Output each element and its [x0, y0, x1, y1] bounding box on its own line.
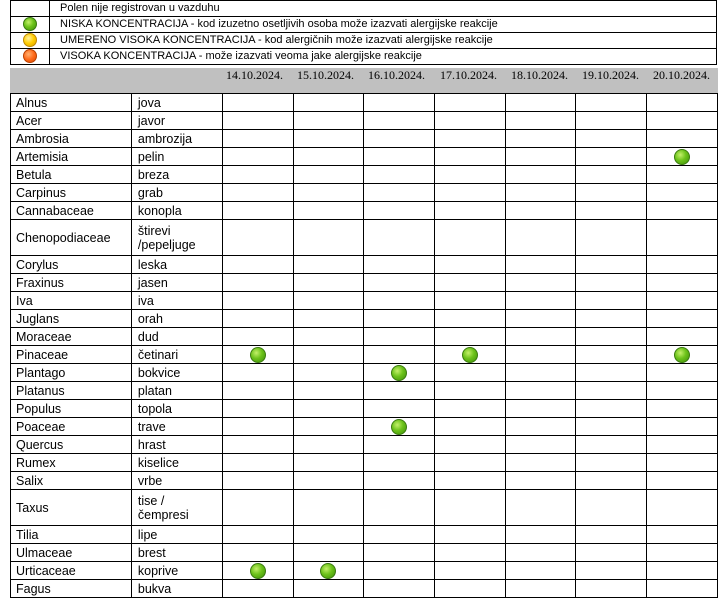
- concentration-cell: [505, 274, 576, 292]
- local-name: leska: [131, 256, 222, 274]
- legend-symbol: [11, 1, 50, 17]
- legend-symbol: [11, 33, 50, 49]
- latin-name: Fraxinus: [11, 274, 132, 292]
- legend-text: Polen nije registrovan u vazduhu: [50, 1, 717, 17]
- concentration-cell: [505, 166, 576, 184]
- concentration-cell: [222, 400, 293, 418]
- concentration-cell: [505, 400, 576, 418]
- latin-name: Juglans: [11, 310, 132, 328]
- table-row: [11, 364, 718, 382]
- concentration-cell: [505, 310, 576, 328]
- concentration-cell: [222, 526, 293, 544]
- date-header-cell: 17.10.2024.: [440, 68, 497, 82]
- concentration-cell: [293, 472, 364, 490]
- table-row: [11, 274, 718, 292]
- latin-name: Tilia: [11, 526, 132, 544]
- concentration-cell: [222, 220, 293, 256]
- local-name: pelin: [131, 148, 222, 166]
- concentration-cell: [293, 184, 364, 202]
- concentration-cell: [222, 130, 293, 148]
- concentration-cell: [435, 490, 506, 526]
- concentration-cell: [435, 292, 506, 310]
- concentration-cell: [505, 562, 576, 580]
- concentration-cell: [647, 220, 718, 256]
- table-row: [11, 544, 718, 562]
- concentration-cell: [222, 580, 293, 598]
- concentration-cell: [364, 472, 435, 490]
- date-header-cell: 20.10.2024.: [653, 68, 710, 82]
- latin-name: Urticaceae: [11, 562, 132, 580]
- concentration-cell: [435, 562, 506, 580]
- concentration-cell: [576, 166, 647, 184]
- concentration-cell: [576, 364, 647, 382]
- concentration-cell: [293, 544, 364, 562]
- concentration-cell: [435, 184, 506, 202]
- legend-symbol: [11, 49, 50, 65]
- concentration-cell: [293, 94, 364, 112]
- concentration-cell: [576, 418, 647, 436]
- latin-name: Carpinus: [11, 184, 132, 202]
- concentration-cell: [647, 382, 718, 400]
- concentration-cell: [647, 328, 718, 346]
- table-row: [11, 526, 718, 544]
- yellow-dot-icon: [23, 33, 37, 47]
- concentration-cell: [435, 310, 506, 328]
- concentration-cell: [222, 544, 293, 562]
- concentration-cell: [647, 292, 718, 310]
- table-row: [11, 400, 718, 418]
- concentration-cell: [576, 130, 647, 148]
- concentration-cell: [364, 274, 435, 292]
- concentration-cell: [222, 292, 293, 310]
- concentration-cell: [435, 346, 506, 364]
- concentration-cell: [293, 328, 364, 346]
- concentration-cell: [293, 580, 364, 598]
- concentration-cell: [222, 256, 293, 274]
- concentration-cell: [505, 328, 576, 346]
- table-row: [11, 490, 718, 526]
- concentration-cell: [293, 490, 364, 526]
- concentration-cell: [576, 544, 647, 562]
- concentration-cell: [222, 310, 293, 328]
- concentration-cell: [647, 346, 718, 364]
- concentration-cell: [222, 274, 293, 292]
- local-name: trave: [131, 418, 222, 436]
- concentration-cell: [505, 184, 576, 202]
- concentration-cell: [505, 544, 576, 562]
- concentration-cell: [576, 148, 647, 166]
- local-name: topola: [131, 400, 222, 418]
- legend-row: [11, 1, 717, 17]
- concentration-cell: [505, 292, 576, 310]
- concentration-cell: [364, 526, 435, 544]
- concentration-cell: [576, 328, 647, 346]
- concentration-cell: [435, 94, 506, 112]
- latin-name: Cannabaceae: [11, 202, 132, 220]
- concentration-cell: [222, 382, 293, 400]
- concentration-cell: [576, 454, 647, 472]
- concentration-cell: [435, 364, 506, 382]
- concentration-cell: [647, 202, 718, 220]
- concentration-cell: [647, 148, 718, 166]
- table-row: [11, 148, 718, 166]
- latin-name: Taxus: [11, 490, 132, 526]
- concentration-cell: [222, 166, 293, 184]
- concentration-cell: [435, 382, 506, 400]
- concentration-cell: [647, 112, 718, 130]
- concentration-cell: [293, 382, 364, 400]
- concentration-cell: [293, 526, 364, 544]
- concentration-cell: [222, 436, 293, 454]
- concentration-cell: [647, 436, 718, 454]
- concentration-cell: [505, 454, 576, 472]
- concentration-cell: [647, 472, 718, 490]
- concentration-cell: [576, 202, 647, 220]
- legend-text: NISKA KONCENTRACIJA - kod izuzetno osetljivih osoba može izazvati alergijske reakcije: [50, 17, 717, 33]
- concentration-cell: [435, 202, 506, 220]
- concentration-cell: [647, 274, 718, 292]
- latin-name: Platanus: [11, 382, 132, 400]
- concentration-cell: [364, 346, 435, 364]
- concentration-cell: [293, 220, 364, 256]
- concentration-cell: [647, 418, 718, 436]
- concentration-cell: [364, 580, 435, 598]
- date-header: [10, 68, 718, 93]
- latin-name: Ulmaceae: [11, 544, 132, 562]
- concentration-cell: [435, 526, 506, 544]
- concentration-cell: [222, 328, 293, 346]
- latin-name: Populus: [11, 400, 132, 418]
- concentration-cell: [435, 274, 506, 292]
- date-header-cell: 19.10.2024.: [582, 68, 639, 82]
- concentration-cell: [647, 184, 718, 202]
- concentration-cell: [647, 490, 718, 526]
- concentration-cell: [576, 256, 647, 274]
- concentration-cell: [505, 346, 576, 364]
- concentration-cell: [505, 148, 576, 166]
- concentration-cell: [647, 166, 718, 184]
- concentration-cell: [576, 472, 647, 490]
- local-name: jasen: [131, 274, 222, 292]
- concentration-cell: [505, 472, 576, 490]
- latin-name: Ambrosia: [11, 130, 132, 148]
- concentration-cell: [435, 472, 506, 490]
- concentration-cell: [293, 274, 364, 292]
- concentration-cell: [576, 310, 647, 328]
- latin-name: Chenopodiaceae: [11, 220, 132, 256]
- concentration-cell: [364, 544, 435, 562]
- concentration-cell: [647, 256, 718, 274]
- green-dot-icon: [674, 347, 690, 363]
- concentration-cell: [364, 400, 435, 418]
- concentration-cell: [364, 256, 435, 274]
- concentration-cell: [505, 220, 576, 256]
- concentration-cell: [364, 418, 435, 436]
- orange-dot-icon: [23, 49, 37, 63]
- legend-table: [10, 0, 717, 65]
- date-header-cell: 16.10.2024.: [368, 68, 425, 82]
- concentration-cell: [435, 130, 506, 148]
- concentration-cell: [435, 418, 506, 436]
- concentration-cell: [222, 94, 293, 112]
- concentration-cell: [364, 310, 435, 328]
- green-dot-icon: [391, 419, 407, 435]
- concentration-cell: [435, 580, 506, 598]
- local-name: orah: [131, 310, 222, 328]
- concentration-cell: [505, 382, 576, 400]
- local-name: četinari: [131, 346, 222, 364]
- date-header-cell: 15.10.2024.: [297, 68, 354, 82]
- table-row: [11, 292, 718, 310]
- latin-name: Fagus: [11, 580, 132, 598]
- table-row: [11, 112, 718, 130]
- concentration-cell: [505, 364, 576, 382]
- concentration-cell: [435, 112, 506, 130]
- concentration-cell: [222, 454, 293, 472]
- latin-name: Artemisia: [11, 148, 132, 166]
- green-dot-icon: [23, 17, 37, 31]
- concentration-cell: [222, 472, 293, 490]
- concentration-cell: [293, 292, 364, 310]
- concentration-cell: [576, 382, 647, 400]
- concentration-cell: [435, 220, 506, 256]
- concentration-cell: [293, 562, 364, 580]
- table-row: [11, 256, 718, 274]
- table-row: [11, 580, 718, 598]
- latin-name: Corylus: [11, 256, 132, 274]
- local-name: iva: [131, 292, 222, 310]
- latin-name: Alnus: [11, 94, 132, 112]
- latin-name: Betula: [11, 166, 132, 184]
- table-row: [11, 382, 718, 400]
- concentration-cell: [576, 292, 647, 310]
- concentration-cell: [222, 202, 293, 220]
- concentration-cell: [505, 490, 576, 526]
- concentration-cell: [293, 256, 364, 274]
- concentration-cell: [505, 526, 576, 544]
- table-row: [11, 454, 718, 472]
- concentration-cell: [435, 328, 506, 346]
- local-name: jova: [131, 94, 222, 112]
- concentration-cell: [293, 436, 364, 454]
- concentration-cell: [293, 202, 364, 220]
- concentration-cell: [435, 148, 506, 166]
- table-row: [11, 328, 718, 346]
- concentration-cell: [435, 256, 506, 274]
- concentration-cell: [576, 526, 647, 544]
- table-row: [11, 166, 718, 184]
- pollen-table: [10, 93, 718, 598]
- local-name: ambrozija: [131, 130, 222, 148]
- local-name: bokvice: [131, 364, 222, 382]
- concentration-cell: [435, 400, 506, 418]
- local-name: brest: [131, 544, 222, 562]
- concentration-cell: [293, 364, 364, 382]
- local-name: javor: [131, 112, 222, 130]
- green-dot-icon: [250, 563, 266, 579]
- table-row: [11, 310, 718, 328]
- concentration-cell: [293, 166, 364, 184]
- concentration-cell: [364, 184, 435, 202]
- concentration-cell: [364, 94, 435, 112]
- concentration-cell: [647, 400, 718, 418]
- concentration-cell: [293, 112, 364, 130]
- concentration-cell: [647, 526, 718, 544]
- concentration-cell: [435, 166, 506, 184]
- concentration-cell: [222, 418, 293, 436]
- concentration-cell: [576, 490, 647, 526]
- concentration-cell: [505, 130, 576, 148]
- concentration-cell: [293, 418, 364, 436]
- concentration-cell: [364, 220, 435, 256]
- concentration-cell: [647, 130, 718, 148]
- concentration-cell: [647, 364, 718, 382]
- concentration-cell: [364, 364, 435, 382]
- table-row: [11, 562, 718, 580]
- local-name: grab: [131, 184, 222, 202]
- concentration-cell: [293, 400, 364, 418]
- concentration-cell: [647, 544, 718, 562]
- concentration-cell: [435, 436, 506, 454]
- local-name: hrast: [131, 436, 222, 454]
- latin-name: Acer: [11, 112, 132, 130]
- concentration-cell: [576, 436, 647, 454]
- concentration-cell: [293, 130, 364, 148]
- local-name: koprive: [131, 562, 222, 580]
- concentration-cell: [222, 148, 293, 166]
- concentration-cell: [505, 202, 576, 220]
- concentration-cell: [647, 562, 718, 580]
- concentration-cell: [364, 562, 435, 580]
- concentration-cell: [364, 382, 435, 400]
- concentration-cell: [293, 454, 364, 472]
- concentration-cell: [647, 310, 718, 328]
- concentration-cell: [364, 112, 435, 130]
- concentration-cell: [222, 562, 293, 580]
- concentration-cell: [222, 346, 293, 364]
- concentration-cell: [364, 130, 435, 148]
- date-header-cell: 18.10.2024.: [511, 68, 568, 82]
- legend-row: [11, 33, 717, 49]
- local-name: breza: [131, 166, 222, 184]
- concentration-cell: [576, 220, 647, 256]
- local-name: platan: [131, 382, 222, 400]
- concentration-cell: [364, 148, 435, 166]
- concentration-cell: [576, 94, 647, 112]
- green-dot-icon: [674, 149, 690, 165]
- green-dot-icon: [250, 347, 266, 363]
- concentration-cell: [364, 436, 435, 454]
- concentration-cell: [222, 364, 293, 382]
- local-name: dud: [131, 328, 222, 346]
- latin-name: Plantago: [11, 364, 132, 382]
- legend-text: UMERENO VISOKA KONCENTRACIJA - kod alergičnih može izazvati alergijske reakcije: [50, 33, 717, 49]
- concentration-cell: [505, 94, 576, 112]
- local-name: tise / čempresi: [131, 490, 222, 526]
- concentration-cell: [293, 148, 364, 166]
- table-row: [11, 184, 718, 202]
- green-dot-icon: [391, 365, 407, 381]
- table-row: [11, 346, 718, 364]
- table-row: [11, 130, 718, 148]
- date-header-cell: 14.10.2024.: [226, 68, 283, 82]
- concentration-cell: [435, 454, 506, 472]
- local-name: lipe: [131, 526, 222, 544]
- table-row: [11, 202, 718, 220]
- concentration-cell: [576, 400, 647, 418]
- concentration-cell: [293, 310, 364, 328]
- local-name: kiselice: [131, 454, 222, 472]
- concentration-cell: [505, 436, 576, 454]
- table-row: [11, 220, 718, 256]
- concentration-cell: [576, 346, 647, 364]
- legend-symbol: [11, 17, 50, 33]
- concentration-cell: [505, 418, 576, 436]
- latin-name: Moraceae: [11, 328, 132, 346]
- legend-text: VISOKA KONCENTRACIJA - može izazvati veoma jake alergijske reakcije: [50, 49, 717, 65]
- concentration-cell: [293, 346, 364, 364]
- concentration-cell: [364, 166, 435, 184]
- concentration-cell: [576, 112, 647, 130]
- concentration-cell: [505, 580, 576, 598]
- local-name: bukva: [131, 580, 222, 598]
- table-row: [11, 94, 718, 112]
- legend-row: [11, 49, 717, 65]
- latin-name: Poaceae: [11, 418, 132, 436]
- concentration-cell: [364, 454, 435, 472]
- concentration-cell: [505, 112, 576, 130]
- concentration-cell: [222, 184, 293, 202]
- legend-row: [11, 17, 717, 33]
- concentration-cell: [647, 454, 718, 472]
- local-name: konopla: [131, 202, 222, 220]
- latin-name: Iva: [11, 292, 132, 310]
- concentration-cell: [435, 544, 506, 562]
- concentration-cell: [364, 292, 435, 310]
- green-dot-icon: [462, 347, 478, 363]
- concentration-cell: [364, 202, 435, 220]
- concentration-cell: [505, 256, 576, 274]
- green-dot-icon: [320, 563, 336, 579]
- table-row: [11, 436, 718, 454]
- latin-name: Pinaceae: [11, 346, 132, 364]
- concentration-cell: [576, 184, 647, 202]
- concentration-cell: [576, 562, 647, 580]
- concentration-cell: [576, 580, 647, 598]
- latin-name: Salix: [11, 472, 132, 490]
- latin-name: Quercus: [11, 436, 132, 454]
- concentration-cell: [364, 328, 435, 346]
- local-name: štirevi /pepeljuge: [131, 220, 222, 256]
- concentration-cell: [222, 112, 293, 130]
- concentration-cell: [647, 580, 718, 598]
- latin-name: Rumex: [11, 454, 132, 472]
- concentration-cell: [364, 490, 435, 526]
- concentration-cell: [576, 274, 647, 292]
- table-row: [11, 418, 718, 436]
- local-name: vrbe: [131, 472, 222, 490]
- table-row: [11, 472, 718, 490]
- concentration-cell: [222, 490, 293, 526]
- concentration-cell: [647, 94, 718, 112]
